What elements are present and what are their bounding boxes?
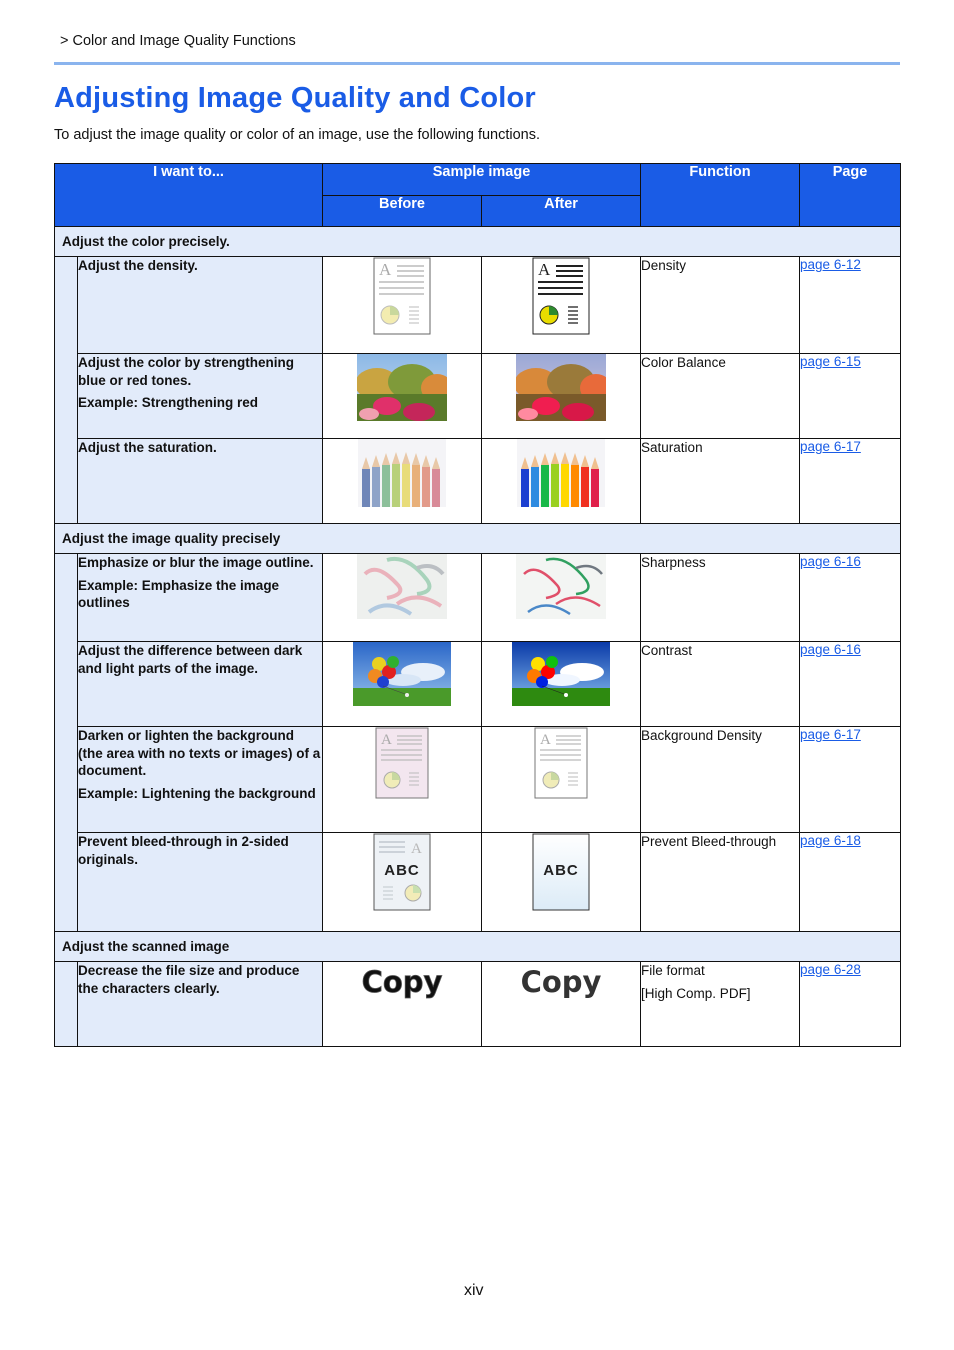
section-title: Adjust the color precisely.: [55, 227, 901, 257]
color-balance-after-image: [482, 354, 641, 439]
section-title: Adjust the image quality precisely: [55, 524, 901, 554]
saturation-before-image: [323, 439, 482, 524]
svg-text:A: A: [379, 260, 392, 279]
background-density-after-image: [482, 727, 641, 833]
table-row: [55, 257, 901, 354]
svg-text:A: A: [381, 732, 392, 748]
want-cell: Darken or lighten the background (the area with no texts or images) of a document. Example: Lightening the background: [78, 727, 323, 833]
want-cell: Emphasize or blur the image outline. Example: Emphasize the image outlines: [78, 554, 323, 642]
page-link[interactable]: page 6-12: [800, 257, 861, 272]
svg-text:A: A: [538, 260, 551, 279]
header-function: Function: [641, 164, 800, 227]
function-cell: Contrast: [641, 642, 800, 727]
header-sample-image: Sample image: [323, 164, 641, 196]
header-page: Page: [800, 164, 901, 227]
svg-text:Copy: Copy: [361, 965, 443, 999]
table-row: [55, 554, 901, 642]
function-cell: Prevent Bleed-through: [641, 833, 800, 932]
want-cell: Adjust the color by strengthening blue or red tones. Example: Strengthening red: [78, 354, 323, 439]
svg-text:A: A: [411, 841, 422, 857]
color-balance-before-image: [323, 354, 482, 439]
want-cell: Decrease the file size and produce the characters clearly.: [78, 962, 323, 1047]
bleed-through-after-image: [482, 833, 641, 932]
table-row: [55, 833, 901, 932]
intro-text: To adjust the image quality or color of an image, use the following functions.: [54, 127, 541, 143]
bleed-through-before-image: [323, 833, 482, 932]
page-link[interactable]: page 6-28: [800, 962, 861, 977]
header-before: Before: [323, 196, 482, 227]
function-cell: File format [High Comp. PDF]: [641, 962, 800, 1047]
function-cell: Sharpness: [641, 554, 800, 642]
page-link[interactable]: page 6-18: [800, 833, 861, 848]
background-density-before-image: [323, 727, 482, 833]
saturation-after-image: [482, 439, 641, 524]
want-cell: Prevent bleed-through in 2-sided originals.: [78, 833, 323, 932]
density-before-image: [323, 257, 482, 354]
table-row: [55, 642, 901, 727]
table-row: [55, 439, 901, 524]
svg-text:ABC: ABC: [543, 862, 579, 879]
svg-text:A: A: [540, 732, 551, 748]
file-format-before-image: [323, 962, 482, 1047]
svg-text:Copy: Copy: [520, 965, 602, 999]
page-title: Adjusting Image Quality and Color: [54, 82, 536, 114]
page-number: xiv: [464, 1282, 484, 1299]
table-row: [55, 727, 901, 833]
header-after: After: [482, 196, 641, 227]
density-after-image: [482, 257, 641, 354]
want-cell: Adjust the density.: [78, 257, 323, 354]
page-link[interactable]: page 6-16: [800, 554, 861, 569]
header-divider: [54, 62, 900, 65]
sharpness-after-image: [482, 554, 641, 642]
page-link[interactable]: page 6-15: [800, 354, 861, 369]
svg-text:ABC: ABC: [384, 862, 420, 879]
table-row: [55, 962, 901, 1047]
function-cell: Density: [641, 257, 800, 354]
page-link[interactable]: page 6-17: [800, 727, 861, 742]
sharpness-before-image: [323, 554, 482, 642]
function-cell: Background Density: [641, 727, 800, 833]
header-want: I want to...: [55, 164, 323, 227]
function-cell: Saturation: [641, 439, 800, 524]
function-cell: Color Balance: [641, 354, 800, 439]
page-link[interactable]: page 6-16: [800, 642, 861, 657]
page-link[interactable]: page 6-17: [800, 439, 861, 454]
breadcrumb: > Color and Image Quality Functions: [60, 33, 296, 49]
contrast-before-image: [323, 642, 482, 727]
contrast-after-image: [482, 642, 641, 727]
table-row: [55, 354, 901, 439]
file-format-after-image: [482, 962, 641, 1047]
functions-table: [54, 163, 901, 1047]
want-cell: Adjust the difference between dark and light parts of the image.: [78, 642, 323, 727]
want-cell: Adjust the saturation.: [78, 439, 323, 524]
section-title: Adjust the scanned image: [55, 932, 901, 962]
